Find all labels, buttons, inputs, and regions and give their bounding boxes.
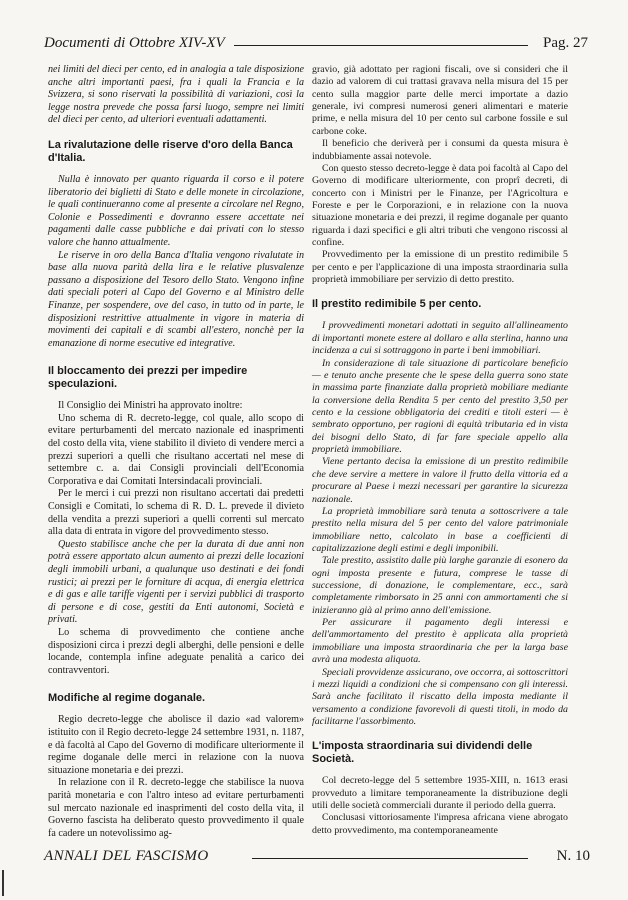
paragraph: Lo schema di provvedimento che contiene anche disposizioni circa i prezzi degli alberghi, delle pensioni e delle locande, contempla infine adeguate penalità a carico dei contravventori. (48, 626, 304, 676)
continued-paragraph: gravio, già adottato per ragioni fiscali, ove si consideri che il dazio ad valorem di cui trattasi gravava nella misura del 15 per cento sulla maggior parte delle merci importate a dazio generale, ivi compresi numerosi generi alimentari e materie prime, e nella misura del 10 per cento sul carbone fossile e sul carbone coke. (312, 64, 568, 137)
scan-edge-mark (2, 870, 4, 896)
publication-title: ANNALI DEL FASCISMO (44, 848, 209, 864)
paragraph: Conclusasi vittoriosamente l'impresa africana viene abrogato detto provvedimento, ma contemporaneamente (312, 812, 568, 836)
footer-rule (252, 858, 528, 859)
paragraph: Per assicurare il pagamento degli interessi e dell'ammortamento del prestito è applicata alla proprietà immobiliare una imposta straordinaria che per la larga base avrà una modesta aliquota. (312, 617, 568, 666)
paragraph: In relazione con il R. decreto-legge che stabilisce la nuova parità monetaria e con l'altro inteso ad evitare perturbamenti sul mercato nazionale ed inasprimenti del costo della vita, il Governo fascista ha deliberato questo provvedimento il quale fa cadere un notevolissimo ag- (48, 777, 304, 839)
page-footer (44, 848, 590, 870)
paragraph: Viene pertanto decisa la emissione di un prestito redimibile che deve servire a mettere in valore il frutto della vittoria ed a procurare al Paese i mezzi necessari per garantire la sicurezza nazionale. (312, 456, 568, 505)
paragraph: Il Consiglio dei Ministri ha approvato inoltre: (58, 400, 243, 412)
left-column (48, 64, 304, 840)
paragraph: Nulla è innovato per quanto riguarda il corso e il potere liberatorio dei biglietti di Stato e delle monete in circolazione, le quali continueranno come al presente a circolare nel Regno, Colonie e Possedimenti e dovranno essere accettate nei pagamenti dalle casse pubbliche e dai privati con lo stesso valore che hanno attualmente. (48, 173, 304, 248)
header-rule (234, 45, 528, 46)
page-number: Pag. 27 (543, 35, 588, 51)
running-title: Documenti di Ottobre XIV-XV (44, 35, 225, 51)
paragraph: I provvedimenti monetari adottati in seguito all'allineamento di importanti monete estere al dollaro e alla sterlina, hanno una incidenza a cui si sottraggono in parte i beni immobiliari. (312, 320, 568, 357)
paragraph: Tale prestito, assistito dalle più larghe garanzie di esonero da ogni imposta presente e futura, comprese le tasse di successione, di donazione, le complementare, ecc., sarà completamente rimborsato in 25 anni con ammortamenti che si inizieranno già al primo anno dell'emissione. (312, 555, 568, 616)
paragraph: Con questo stesso decreto-legge è data poi facoltà al Capo del Governo di modificare ulteriormente, con proprî decreti, di concerto con i Ministri per le Finanze, per l'Agricoltura e Foreste e per le Corporazioni, e in relazione con la nuova situazione monetaria e dei prezzi, il regime doganale per quanto riguarda i dazi specifici e gli altri tributi che vengono riscossi al confine. (312, 162, 568, 249)
section-heading-customs: Modifiche al regime doganale. (48, 692, 206, 705)
paragraph: Il beneficio che deriverà per i consumi da questa misura è indubbiamente assai notevole. (312, 138, 568, 162)
section-heading-price-freeze: Il bloccamento dei prezzi per impedire speculazioni. (48, 365, 248, 391)
paragraph: Le riserve in oro della Banca d'Italia vengono rivalutate in base alla nuova parità della lira e le relative plusvalenze passano a disposizione del Tesoro dello Stato. Vengono infine dati speciali poteri al Capo del Governo e al Ministro delle Finanze, per sospendere, ove del caso, in tutto od in parte, le disposizioni restrittive attualmente in vigore in materia di movimenti dei capitali e di scambi all'estero, nonchè per la emanazione di norme esecutive ed integrative. (48, 249, 304, 349)
section-heading-dividend-tax: L'imposta straordinaria sui dividendi delle Società. (312, 740, 533, 766)
paragraph: Uno schema di R. decreto-legge, col quale, allo scopo di evitare perturbamenti del mercato nazionale ed inasprimenti del costo della vita, viene stabilito il divieto di vendere merci a prezzi superiori a quelli che risultano accertati nel mese di settembre c. a. dai Consigli provinciali dell'Economia Corporativa e dai Comitati Intersindacali provinciali. (48, 412, 304, 487)
paragraph: Questo stabilisce anche che per la durata di due anni non potrà essere apportato alcun aumento ai prezzi delle locazioni degli immobili urbani, a qualunque uso destinati e dei fondi rustici; ai prezzi per le forniture di acqua, di energia elettrica e di gas e alle tariffe vigenti per i servizi pubblici di trasporto di persone e di cose, gestiti da Enti autonomi, Società e privati. (48, 538, 304, 626)
paragraph: Regio decreto-legge che abolisce il dazio «ad valorem» istituito con il Regio decreto-legge 24 settembre 1931, n. 1187, e dà facoltà al Capo del Governo di modificare ulteriormente il regime doganale delle merci in relazione con la nuova situazione monetaria e dei prezzi. (48, 714, 304, 776)
section-heading-gold-reserves: La rivalutazione delle riserve d'oro della Banca d'Italia. (48, 138, 293, 164)
paragraph: In considerazione di tale situazione di particolare beneficio — e tenuto anche presente che le spese della guerra sono state in massima parte finanziate dalla proprietà mobiliare mediante la conversione della Rendita 5 per cento del prestito 3,50 per cento e la cessione obbligatoria dei crediti e titoli esteri — è sembrato opportuno, per ragioni di equità tributaria ed in vista dei bisogni dello Stato, di far fare speciale appello alla proprietà immobiliare. (312, 357, 568, 456)
page-header (44, 31, 588, 57)
paragraph: Per le merci i cui prezzi non risultano accertati dai predetti Consigli e Comitati, lo schema di R. D. L. prevede il divieto della vendita a prezzi superiori a quelli correnti sul mercato alla data di entrata in vigore del provvedimento stesso. (48, 488, 304, 538)
right-column (312, 64, 568, 837)
paragraph: Provvedimento per la emissione di un prestito redimibile 5 per cento e per l'applicazione di una imposta straordinaria sulla proprietà immobiliare per servizio di detto prestito. (312, 249, 568, 286)
section-heading-loan: Il prestito redimibile 5 per cento. (312, 298, 482, 311)
issue-number: N. 10 (556, 848, 590, 864)
paragraph: Col decreto-legge del 5 settembre 1935-XIII, n. 1613 erasi provveduto a limitare temporaneamente la distribuzione degli utili delle società commerciali durante il periodo della guerra. (312, 775, 568, 812)
continued-paragraph: nei limiti del dieci per cento, ed in analogia a tale disposizione anche altri importanti paesi, fra i quali la Francia e la Svizzera, si sono riservati la possibilità di variazioni, così la legge nostra prevede che possa farsi luogo, sempre nei limiti del dieci per cento, ad ulteriori eventuali adattamenti. (48, 64, 304, 126)
paragraph: Speciali provvidenze assicurano, ove occorra, ai sottoscrittori i mezzi liquidi a condizioni che si compensano con gli interessi. Sarà anche facilitato il riscatto della imposta mediante il versamento a condizione favorevoli di questi titoli, in modo da facilitarne l'assorbimento. (312, 666, 568, 727)
paragraph: La proprietà immobiliare sarà tenuta a sottoscrivere a tale prestito nella misura del 5 per cento del valore patrimoniale immobiliare netto, calcolato in base a coefficienti di capitalizzazione degli estimi e degli imponibili. (312, 505, 568, 554)
